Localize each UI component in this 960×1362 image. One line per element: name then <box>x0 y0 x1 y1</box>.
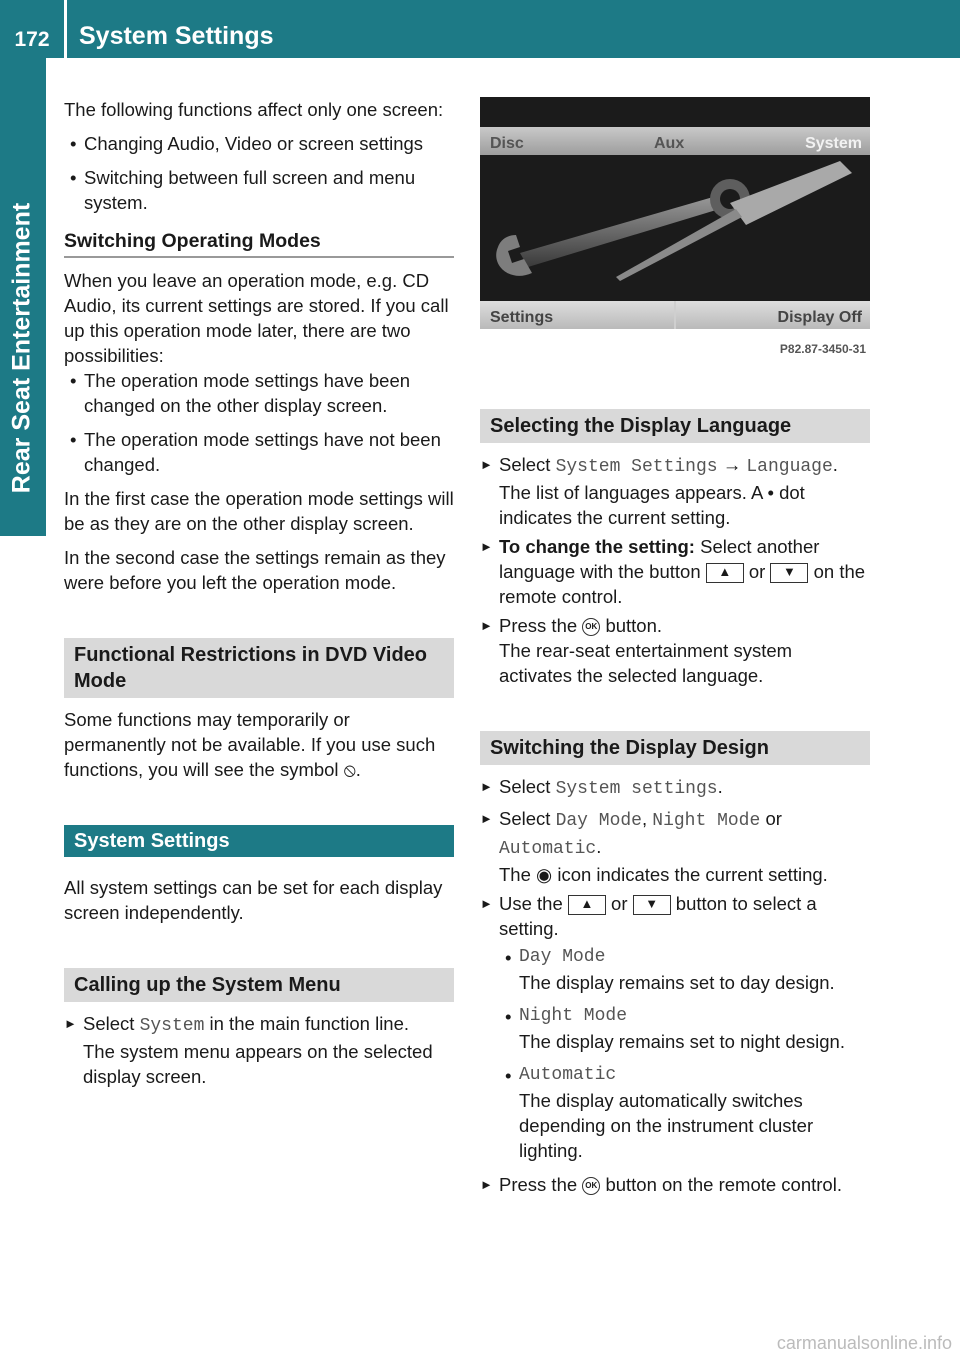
menu-term: System <box>139 1016 205 1036</box>
paragraph: All system settings can be set for each display screen independently. <box>64 877 443 923</box>
option-name: • Automatic <box>519 1065 617 1085</box>
instruction-step <box>480 452 870 530</box>
step-text: Press the <box>499 615 578 636</box>
step-result <box>499 862 870 887</box>
tab-disc: Disc <box>490 135 524 152</box>
section-heading-display-design: Switching the Display Design <box>480 731 870 765</box>
step-arrow-icon: ► <box>480 896 493 911</box>
step-arrow-icon: ► <box>480 618 493 633</box>
intro-text: The following functions affect only one screen: <box>64 99 444 120</box>
up-button-icon: ▲ <box>706 563 744 583</box>
step-arrow-icon: ► <box>64 1016 77 1031</box>
page-number: 172 <box>14 28 50 51</box>
side-tab <box>0 58 46 536</box>
side-tab-title: Rear Seat Entertainment <box>7 202 36 494</box>
up-button-icon: ▲ <box>568 895 606 915</box>
tab-system: System <box>805 135 862 152</box>
section-heading-dvd-restrictions: Functional Restrictions in DVD Video Mode <box>64 638 454 698</box>
instruction-step <box>480 891 870 1163</box>
section-heading-system-settings: System Settings <box>64 825 454 857</box>
option-name: • Night Mode <box>519 1006 628 1026</box>
list-item: • The operation mode settings have been changed on the other display screen. <box>64 368 454 418</box>
option-description: The display automatically switches depending on the instrument cluster lighting. <box>519 1090 814 1161</box>
step-arrow-icon: ► <box>480 1177 493 1192</box>
menu-term: Night Mode <box>652 811 761 831</box>
step-result-text: icon indicates the current setting. <box>557 864 828 885</box>
step-text: Select another language with the button <box>499 536 820 582</box>
step-result: The rear-seat entertainment system activates the selected language. <box>499 640 793 686</box>
menu-term: Day Mode <box>555 811 642 831</box>
step-result <box>499 480 870 530</box>
paragraph <box>64 707 454 782</box>
ok-button-icon: OK <box>582 1177 600 1195</box>
step-text: Select <box>499 776 551 797</box>
header-divider <box>64 0 67 58</box>
settings-label: Settings <box>490 309 554 326</box>
page-title: System Settings <box>79 22 274 50</box>
paragraph: In the second case the settings remain as they were before you left the operation mode. <box>64 547 446 593</box>
section-heading-operating-modes: Switching Operating Modes <box>64 229 454 258</box>
step-text: or <box>748 561 766 582</box>
instruction-step <box>480 774 870 802</box>
arrow-icon: → <box>722 454 742 475</box>
watermark: carmanualsonline.info <box>776 1333 952 1353</box>
step-text: Select <box>83 1013 135 1034</box>
instruction-step <box>480 534 870 609</box>
instruction-step <box>480 806 870 887</box>
ok-button-icon: OK <box>582 618 600 636</box>
option-name: • Day Mode <box>519 947 606 967</box>
list-item: • Changing Audio, Video or screen settings <box>64 131 454 156</box>
instruction-step <box>64 1011 454 1089</box>
display-image <box>480 97 870 329</box>
menu-term: System settings <box>555 779 718 799</box>
punctuation: . <box>596 836 602 857</box>
step-result-text: dot indicates the current setting. <box>499 482 805 528</box>
step-text: on the remote control. <box>499 561 866 607</box>
list-item: • The operation mode settings have not been changed. <box>64 427 454 477</box>
step-result-text: The <box>499 864 531 885</box>
option-description: The display remains set to night design. <box>519 1031 845 1052</box>
punctuation: . <box>717 776 723 797</box>
paragraph: In the first case the operation mode settings will be as they are on the other display screen. <box>64 488 454 534</box>
option-item <box>499 1004 870 1054</box>
left-column <box>64 97 454 1093</box>
punctuation: . <box>832 454 838 475</box>
section-heading-display-language: Selecting the Display Language <box>480 409 870 443</box>
menu-term: System Settings <box>555 457 718 477</box>
instruction-step <box>480 1172 870 1197</box>
step-result-text: The list of languages appears. A <box>499 482 763 503</box>
step-text: button to select a setting. <box>499 893 817 939</box>
step-text: in the main function line. <box>209 1013 410 1034</box>
step-text: button on the remote control. <box>605 1174 842 1195</box>
option-item <box>499 1063 870 1163</box>
step-arrow-icon: ► <box>480 811 493 826</box>
menu-term: Language <box>746 457 833 477</box>
option-item <box>499 945 870 995</box>
paragraph: When you leave an operation mode, e.g. CD Audio, its current settings are stored. If you call up this operation mode later, there are two possibilities: <box>64 270 449 366</box>
step-arrow-icon: ► <box>480 539 493 554</box>
punctuation: , <box>641 808 648 829</box>
dot-icon: • <box>767 482 774 503</box>
function-line <box>480 127 870 155</box>
step-text: Use the <box>499 893 563 914</box>
instruction-step <box>480 613 870 688</box>
step-text: Press the <box>499 1174 578 1195</box>
step-text: Select <box>499 808 551 829</box>
tab-aux: Aux <box>654 135 685 152</box>
display-off-label: Display Off <box>777 309 862 326</box>
right-column <box>480 312 870 1201</box>
menu-term: Automatic <box>499 839 597 859</box>
step-text: or <box>765 808 782 829</box>
paragraph-text: Some functions may temporarily or permanently not be available. If you use such functions, you will see the symbol <box>64 709 436 780</box>
option-description: The display remains set to day design. <box>519 972 835 993</box>
step-label: To change the setting: <box>499 536 695 557</box>
list-item: • Switching between full screen and menu system. <box>64 165 454 215</box>
step-text: Select <box>499 454 551 475</box>
step-result: The system menu appears on the selected display screen. <box>83 1041 433 1087</box>
section-heading-system-menu: Calling up the System Menu <box>64 968 454 1002</box>
down-button-icon: ▼ <box>633 895 671 915</box>
step-arrow-icon: ► <box>480 457 493 472</box>
figure-reference: P82.87-3450-31 <box>779 342 866 356</box>
step-text: or <box>611 893 628 914</box>
selected-radio-icon: ◉ <box>536 864 553 885</box>
step-arrow-icon: ► <box>480 779 493 794</box>
tools-illustration <box>480 155 870 301</box>
punctuation: . <box>355 759 361 780</box>
down-button-icon: ▼ <box>770 563 808 583</box>
step-text: button. <box>605 615 663 636</box>
prohibited-icon: ⦸ <box>343 759 356 780</box>
